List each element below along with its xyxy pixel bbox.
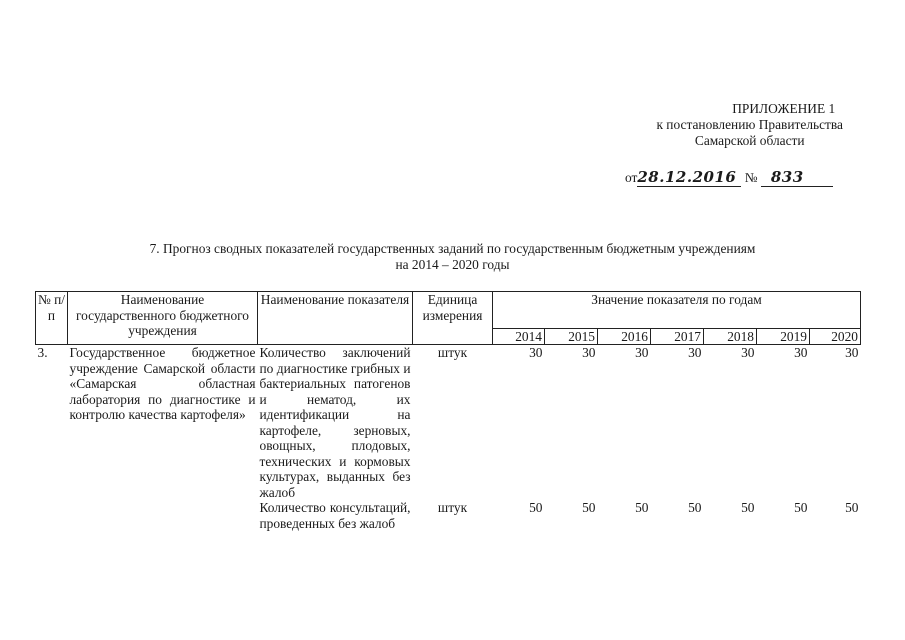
header-year: 2019 bbox=[757, 329, 810, 345]
unit-cell: штук bbox=[437, 345, 468, 360]
header-year: 2016 bbox=[598, 329, 651, 345]
appendix-title: ПРИЛОЖЕНИЕ 1 bbox=[732, 101, 836, 116]
appendix-region: Самарской области bbox=[694, 133, 805, 148]
header-year: 2015 bbox=[545, 329, 598, 345]
value-cell: 50 bbox=[582, 500, 596, 515]
indicator-name: Количество заключений по диагностике грибных и бактериальных патогенов и нематод, их идентификации на картофеле, зерновых, овощных, плодовых, технических и кормовых культурах, выданных без жалоб bbox=[259, 345, 411, 500]
value-cell: 50 bbox=[688, 500, 702, 515]
value-cell: 50 bbox=[635, 500, 649, 515]
value-cell: 30 bbox=[845, 345, 859, 360]
appendix-header bbox=[656, 101, 843, 149]
value-cell: 30 bbox=[794, 345, 808, 360]
date-prefix: от bbox=[625, 170, 638, 185]
value-cell: 30 bbox=[688, 345, 702, 360]
decree-date: 28.12.2016 bbox=[637, 168, 737, 186]
title-line-2: на 2014 – 2020 годы bbox=[395, 257, 510, 272]
row-num: 3. bbox=[37, 345, 48, 360]
document-title bbox=[60, 241, 845, 273]
value-cell: 30 bbox=[529, 345, 543, 360]
value-cell: 30 bbox=[741, 345, 755, 360]
appendix-subtitle: к постановлению Правительства bbox=[656, 117, 843, 132]
institution-name: Государственное бюджетное учреждение Самарской области «Самарская областная лаборатория по диагностике и контролю качества картофеля» bbox=[69, 345, 256, 422]
decree-dateline bbox=[625, 168, 833, 187]
header-indicator: Наименование показателя bbox=[258, 292, 413, 345]
number-sign: № bbox=[744, 170, 758, 185]
decree-number: 833 bbox=[770, 168, 804, 186]
value-cell: 50 bbox=[529, 500, 543, 515]
header-year: 2020 bbox=[810, 329, 861, 345]
header-year: 2014 bbox=[493, 329, 545, 345]
header-year: 2018 bbox=[704, 329, 757, 345]
header-unit: Единица измерения bbox=[413, 292, 493, 345]
indicators-table bbox=[35, 291, 861, 531]
value-cell: 30 bbox=[635, 345, 649, 360]
indicator-name: Количество консультаций, проведенных без жалоб bbox=[259, 500, 411, 531]
header-institution: Наименование государственного бюджетного учреждения bbox=[68, 292, 258, 345]
value-cell: 50 bbox=[845, 500, 859, 515]
value-cell: 30 bbox=[582, 345, 596, 360]
value-cell: 50 bbox=[741, 500, 755, 515]
header-year: 2017 bbox=[651, 329, 704, 345]
value-cell: 50 bbox=[794, 500, 808, 515]
table-row bbox=[36, 345, 861, 501]
unit-cell: штук bbox=[437, 500, 468, 515]
header-num: № п/п bbox=[36, 292, 68, 345]
title-line-1: 7. Прогноз сводных показателей государственных заданий по государственным бюджетным учреждениям bbox=[149, 241, 756, 256]
header-values: Значение показателя по годам bbox=[493, 292, 861, 329]
